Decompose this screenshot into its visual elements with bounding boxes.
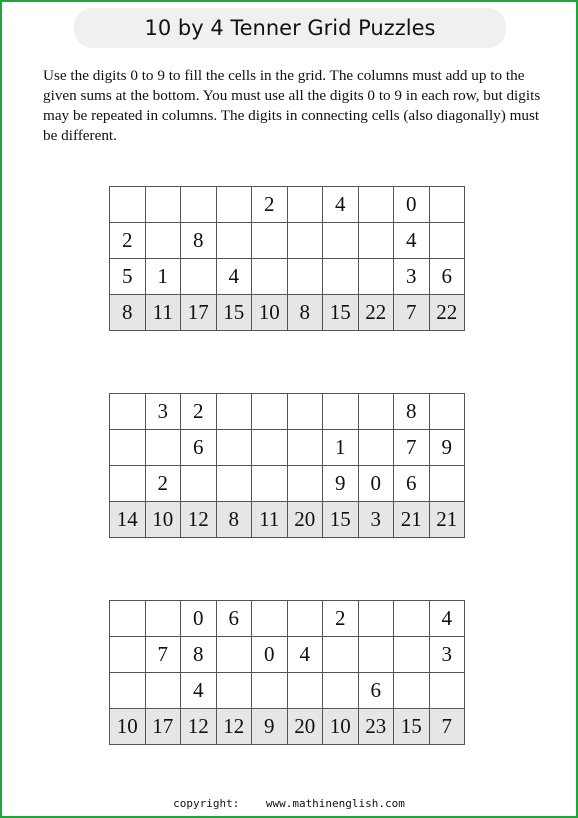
grid-cell[interactable] [145, 673, 181, 709]
grid-cell[interactable] [429, 187, 465, 223]
grid-cell[interactable] [252, 394, 288, 430]
sum-row [110, 502, 465, 538]
grid-cell[interactable] [110, 601, 146, 637]
column-sum: 9 [252, 709, 288, 745]
grid-cell[interactable] [216, 394, 252, 430]
grid-cell[interactable]: 4 [429, 601, 465, 637]
grid-cell[interactable] [110, 466, 146, 502]
grid-cell[interactable]: 9 [323, 466, 359, 502]
grid-cell[interactable] [429, 466, 465, 502]
grid-cell[interactable]: 7 [145, 637, 181, 673]
grid-cell[interactable] [181, 259, 217, 295]
grid-cell[interactable] [323, 223, 359, 259]
column-sum: 12 [181, 709, 217, 745]
grid-cell[interactable] [110, 430, 146, 466]
grid-cell[interactable] [110, 673, 146, 709]
grid-cell[interactable] [358, 223, 394, 259]
grid-cell[interactable] [145, 430, 181, 466]
column-sum: 15 [323, 295, 359, 331]
grid-cell[interactable] [358, 601, 394, 637]
column-sum: 15 [216, 295, 252, 331]
column-sum: 3 [358, 502, 394, 538]
grid-cell[interactable] [287, 466, 323, 502]
tenner-grid-3 [109, 600, 465, 745]
grid-cell[interactable] [429, 223, 465, 259]
grid-cell[interactable] [323, 673, 359, 709]
grid-cell[interactable]: 6 [394, 466, 430, 502]
grid-cell[interactable]: 2 [323, 601, 359, 637]
grid-cell[interactable]: 4 [216, 259, 252, 295]
grid-row [110, 394, 465, 430]
column-sum: 8 [287, 295, 323, 331]
grid-cell[interactable] [252, 466, 288, 502]
grid-cell[interactable]: 8 [181, 637, 217, 673]
grid-cell[interactable] [358, 187, 394, 223]
column-sum: 11 [145, 295, 181, 331]
grid-cell[interactable] [358, 430, 394, 466]
grid-cell[interactable] [181, 466, 217, 502]
sum-row [110, 295, 465, 331]
grid-cell[interactable]: 0 [181, 601, 217, 637]
page-title: 10 by 4 Tenner Grid Puzzles [74, 8, 506, 48]
grid-cell[interactable]: 0 [394, 187, 430, 223]
grid-cell[interactable] [252, 223, 288, 259]
grid-cell[interactable] [110, 187, 146, 223]
grid-cell[interactable] [252, 430, 288, 466]
grid-cell[interactable]: 6 [358, 673, 394, 709]
column-sum: 21 [429, 502, 465, 538]
grid-cell[interactable] [287, 259, 323, 295]
grid-cell[interactable] [181, 187, 217, 223]
column-sum: 20 [287, 502, 323, 538]
grid-row [110, 637, 465, 673]
grid-cell[interactable] [323, 394, 359, 430]
column-sum: 22 [358, 295, 394, 331]
grid-row [110, 466, 465, 502]
column-sum: 10 [252, 295, 288, 331]
grid-cell[interactable]: 1 [323, 430, 359, 466]
grid-cell[interactable] [429, 394, 465, 430]
column-sum: 23 [358, 709, 394, 745]
grid-row [110, 187, 465, 223]
grid-cell[interactable] [252, 601, 288, 637]
grid-cell[interactable] [358, 394, 394, 430]
grid-cell[interactable] [110, 394, 146, 430]
column-sum: 14 [110, 502, 146, 538]
grid-row [110, 223, 465, 259]
grid-cell[interactable]: 0 [358, 466, 394, 502]
grid-cell[interactable]: 6 [429, 259, 465, 295]
grid-cell[interactable]: 2 [181, 394, 217, 430]
grid-cell[interactable]: 8 [181, 223, 217, 259]
grid-cell[interactable] [110, 637, 146, 673]
grid-cell[interactable] [216, 637, 252, 673]
column-sum: 12 [216, 709, 252, 745]
grid-cell[interactable]: 4 [394, 223, 430, 259]
grid-cell[interactable] [429, 673, 465, 709]
grid-cell[interactable] [287, 223, 323, 259]
column-sum: 22 [429, 295, 465, 331]
footer [0, 797, 578, 810]
grid-cell[interactable] [323, 259, 359, 295]
column-sum: 17 [145, 709, 181, 745]
tenner-grid-2 [109, 393, 465, 538]
column-sum: 21 [394, 502, 430, 538]
grid-cell[interactable] [394, 637, 430, 673]
column-sum: 10 [110, 709, 146, 745]
grid-cell[interactable]: 3 [145, 394, 181, 430]
column-sum: 7 [429, 709, 465, 745]
column-sum: 17 [181, 295, 217, 331]
grid-cell[interactable] [287, 394, 323, 430]
grid-cell[interactable]: 1 [145, 259, 181, 295]
column-sum: 11 [252, 502, 288, 538]
grid-cell[interactable] [287, 187, 323, 223]
column-sum: 10 [323, 709, 359, 745]
column-sum: 15 [323, 502, 359, 538]
column-sum: 12 [181, 502, 217, 538]
grid-cell[interactable]: 4 [323, 187, 359, 223]
grid-cell[interactable]: 7 [394, 430, 430, 466]
column-sum: 8 [216, 502, 252, 538]
copyright-site-link[interactable]: www.mathinenglish.com [265, 797, 405, 810]
grid-cell[interactable] [287, 430, 323, 466]
grid-cell[interactable] [323, 637, 359, 673]
grid-cell[interactable]: 5 [110, 259, 146, 295]
grid-cell[interactable] [252, 673, 288, 709]
grid-cell[interactable]: 0 [252, 637, 288, 673]
grid-cell[interactable] [216, 430, 252, 466]
grid-row [110, 259, 465, 295]
grid-cell[interactable]: 9 [429, 430, 465, 466]
grid-row [110, 430, 465, 466]
grid-cell[interactable]: 8 [394, 394, 430, 430]
grid-row [110, 673, 465, 709]
grid-cell[interactable] [145, 601, 181, 637]
column-sum: 20 [287, 709, 323, 745]
grid-cell[interactable] [216, 223, 252, 259]
sum-row [110, 709, 465, 745]
grid-cell[interactable] [394, 673, 430, 709]
grid-cell[interactable] [216, 466, 252, 502]
grid-cell[interactable]: 3 [429, 637, 465, 673]
grid-cell[interactable]: 6 [181, 430, 217, 466]
grid-cell[interactable] [216, 673, 252, 709]
column-sum: 7 [394, 295, 430, 331]
grid-cell[interactable] [287, 601, 323, 637]
column-sum: 10 [145, 502, 181, 538]
grid-cell[interactable] [358, 637, 394, 673]
grid-cell[interactable]: 2 [145, 466, 181, 502]
grid-cell[interactable]: 3 [394, 259, 430, 295]
column-sum: 8 [110, 295, 146, 331]
grid-row [110, 601, 465, 637]
grid-cell[interactable]: 2 [110, 223, 146, 259]
grid-cell[interactable] [252, 259, 288, 295]
grid-cell[interactable]: 4 [181, 673, 217, 709]
column-sum: 15 [394, 709, 430, 745]
grid-cell[interactable] [358, 259, 394, 295]
grid-cell[interactable]: 2 [252, 187, 288, 223]
grid-cell[interactable] [145, 187, 181, 223]
tenner-grid-1 [109, 186, 465, 331]
grid-cell[interactable]: 4 [287, 637, 323, 673]
grid-cell[interactable] [216, 187, 252, 223]
grid-cell[interactable] [145, 223, 181, 259]
instructions-text: Use the digits 0 to 9 to fill the cells in the grid. The columns must add up to the given sums at the bottom. You must use all the digits 0 to 9 in each row, but digits may be repeated in columns. The digits in connecting cells (also diagonally) must be different. [43, 67, 541, 144]
grid-cell[interactable] [394, 601, 430, 637]
grid-cell[interactable]: 6 [216, 601, 252, 637]
grid-cell[interactable] [287, 673, 323, 709]
copyright-label: copyright: [173, 797, 240, 810]
